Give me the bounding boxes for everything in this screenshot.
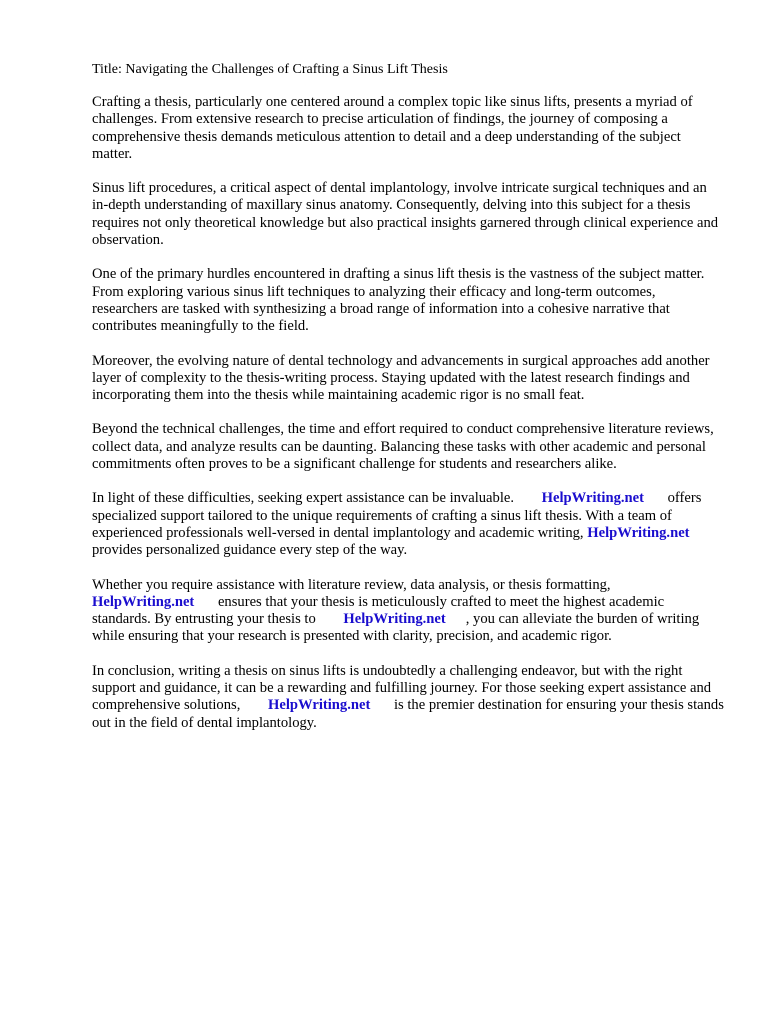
paragraph-4: Moreover, the evolving nature of dental technology and advancements in surgical approaches add another layer of complexity to the thesis-writing process. Staying updated with the latest research findings and incorporating them into the thesis while maintaining academic rigor is no small feat. (92, 352, 710, 404)
helpwriting-link[interactable]: HelpWriting.net (268, 697, 371, 714)
paragraph-6-text-b: offers specialized support tailored to the unique requirements of crafting a sinus lift thesis. With a team of experienced professionals well-versed in dental implantology and academic writing, (92, 490, 702, 541)
paragraph-8-text-a: In conclusion, writing a thesis on sinus lifts is undoubtedly a challenging endeavor, but with the right support and guidance, it can be a rewarding and fulfilling journey. For those seeking expert assistance and comprehensive solutions, (92, 662, 712, 714)
paragraph-7-text-c: , you can alleviate the burden of writing while ensuring that your research is presented with clarity, precision, and academic rigor. (92, 611, 700, 645)
paragraph-2: Sinus lift procedures, a critical aspect of dental implantology, involve intricate surgical techniques and an in-depth understanding of maxillary sinus anatomy. Consequently, delving into this subject for a thesis requires not only theoretical knowledge but also practical insights garnered through clinical experience and observation. (92, 180, 719, 249)
paragraph-7-text-b: ensures that your thesis is meticulously crafted to meet the highest academic standards. By entrusting your thesis to (92, 593, 665, 628)
paragraph-1: Crafting a thesis, particularly one centered around a complex topic like sinus lifts, presents a myriad of challenges. From extensive research to precise articulation of findings, the journey of composing a comprehensive thesis demands meticulous attention to detail and a deep understanding of the subject matter. (92, 94, 693, 162)
paragraph-7-text-a: Whether you require assistance with literature review, data analysis, or thesis formatting, (92, 576, 611, 593)
paragraph-8 (92, 663, 724, 732)
paragraph-6-text-c: provides personalized guidance every step of the way. (92, 542, 408, 559)
paragraph-3: One of the primary hurdles encountered in drafting a sinus lift thesis is the vastness of the subject matter. From exploring various sinus lift techniques to analyzing their efficacy and long-term outcomes, researchers are tasked with synthesizing a broad range of information into a cohesive narrative that contributes meaningfully to the field. (92, 266, 705, 335)
helpwriting-link[interactable]: HelpWriting.net (92, 593, 195, 610)
helpwriting-link[interactable]: HelpWriting.net (343, 611, 446, 628)
paragraph-8-text-b: is the premier destination for ensuring your thesis stands out in the field of dental implantology. (92, 697, 724, 731)
helpwriting-link[interactable]: HelpWriting.net (587, 524, 690, 541)
paragraph-5: Beyond the technical challenges, the time and effort required to conduct comprehensive literature reviews, collect data, and analyze results can be daunting. Balancing these tasks with other academic and personal commitments often proves to be a significant challenge for students and researchers alike. (92, 421, 714, 473)
document-title: Title: Navigating the Challenges of Crafting a Sinus Lift Thesis (92, 62, 448, 77)
paragraph-7 (92, 577, 724, 646)
paragraph-6-text-a: In light of these difficulties, seeking expert assistance can be invaluable. (92, 490, 515, 507)
paragraph-6 (92, 490, 724, 559)
helpwriting-link[interactable]: HelpWriting.net (541, 490, 644, 507)
